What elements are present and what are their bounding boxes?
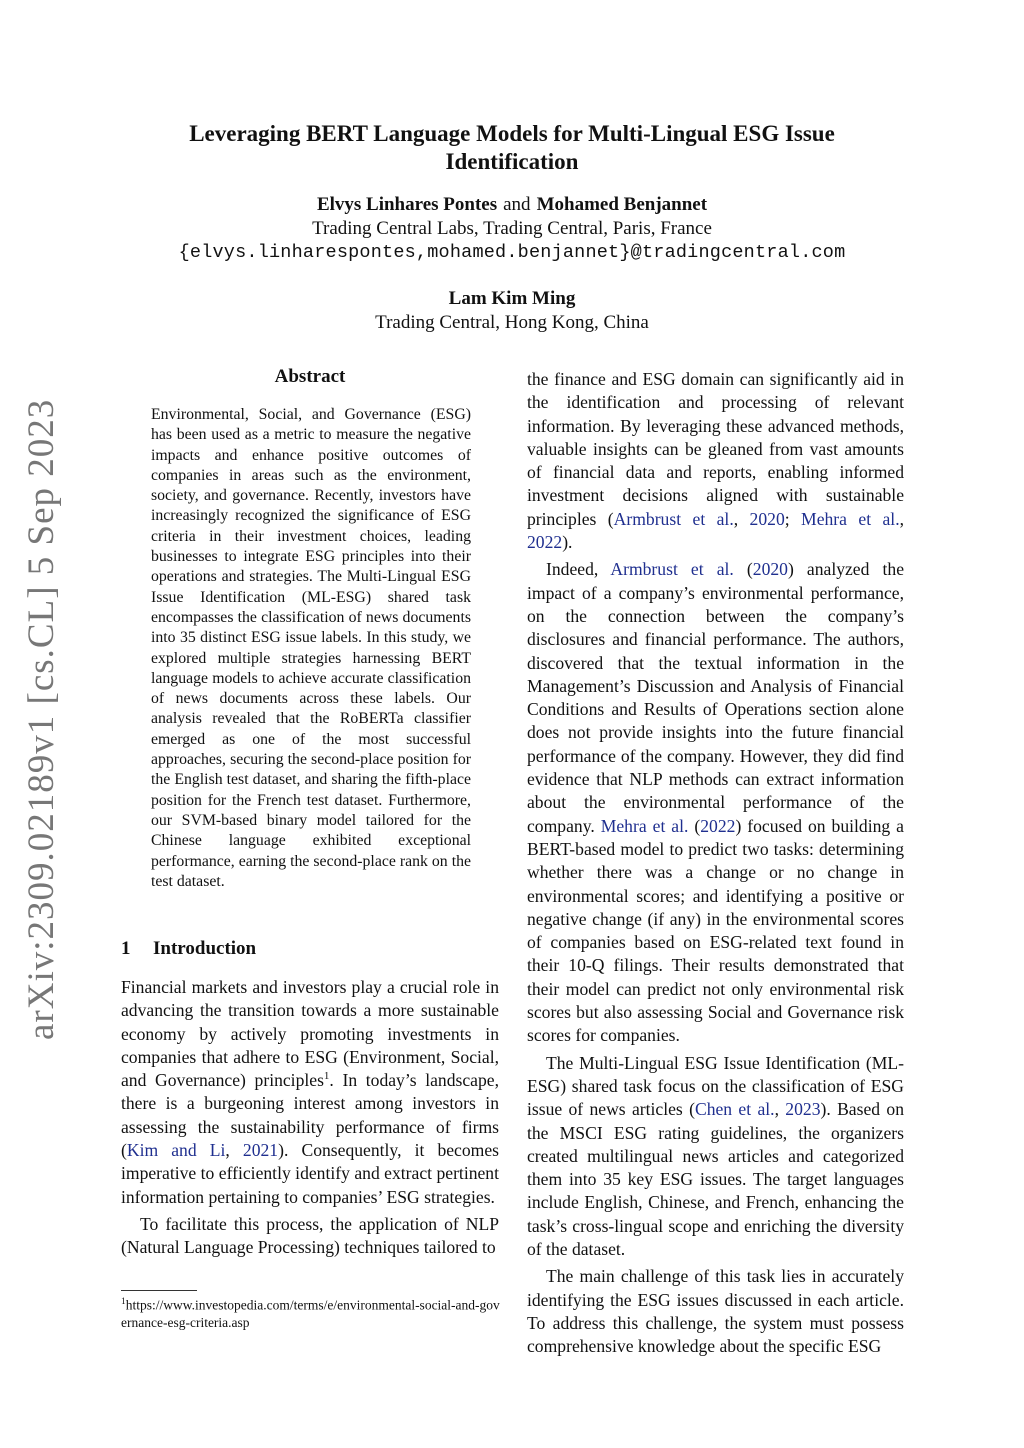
citation-year-link[interactable]: 2020: [749, 508, 785, 529]
affiliation: Trading Central, Hong Kong, China: [375, 312, 649, 333]
footnote-marker: 1: [323, 1070, 330, 1083]
author-name: Lam Kim Ming: [448, 288, 576, 309]
citation-year-link[interactable]: 2020: [752, 559, 788, 580]
author-line-2: [100, 287, 924, 335]
section-title: Introduction: [153, 938, 257, 959]
author-email: {elvys.linharespontes,mohamed.benjannet}@tradingcentral.com: [178, 242, 846, 263]
paragraph: The main challenge of this task lies in accurately identifying the ESG issues discussed in each article. To address this challenge, the system must possess comprehensive knowledge about the specific ESG: [527, 1266, 904, 1357]
citation-year-link[interactable]: 2022: [527, 532, 563, 553]
author-conjunction: and: [503, 194, 531, 215]
arxiv-identifier: arXiv:2309.02189v1 [cs.CL] 5 Sep 2023: [21, 398, 62, 1040]
footnote-divider: [121, 1290, 197, 1291]
citation-link[interactable]: Mehra et al.: [600, 815, 689, 836]
citation-year-link[interactable]: 2022: [700, 815, 736, 836]
author-line-1: [100, 193, 924, 265]
footnote-number: 1: [121, 1297, 126, 1307]
author-name: Mohamed Benjannet: [536, 194, 708, 215]
author-name: Elvys Linhares Pontes: [316, 194, 498, 215]
citation-link[interactable]: Armbrust et al.: [610, 559, 734, 580]
citation-year-link[interactable]: 2023: [785, 1099, 821, 1120]
paragraph: The Multi-Lingual ESG Issue Identification (ML-ESG) shared task focus on the classification of ESG issue of news articles (Chen et al., 2023). Based on the MSCI ESG rating guidelines, the organizers created multilingual news articles and categorized them into 35 key ESG issues. The target languages include English, Chinese, and French, enhancing the task’s cross-lingual scope and enriching the diversity of the dataset.: [527, 1052, 904, 1259]
footnote-url[interactable]: https://www.investopedia.com/terms/e/environmental-social-and-governance-esg-criteria.asp: [121, 1297, 500, 1330]
citation-link[interactable]: Chen et al.: [694, 1099, 775, 1120]
paper-title: Leveraging BERT Language Models for Multi-Lingual ESG Issue Identification: [189, 121, 835, 174]
section-heading: [121, 938, 256, 960]
citation-link[interactable]: Kim and Li: [126, 1140, 226, 1161]
left-column-body: [121, 976, 499, 1260]
footnote: [121, 1294, 501, 1332]
citation-link[interactable]: Armbrust et al.: [613, 508, 734, 529]
affiliation: Trading Central Labs, Trading Central, Paris, France: [312, 218, 712, 239]
paragraph: Indeed, Armbrust et al. (2020) analyzed the impact of a company’s environmental performance, on the connection between the company’s disclosures and financial performance. The authors, discovered that the textual information in the Management’s Discussion and Analysis of Financial Conditions and Results of Operations section alone does not provide insights into the future financial performance of the company. However, they did find evidence that NLP methods can extract information about the environmental performance of the company. Mehra et al. (2022) focused on building a BERT-based model to predict two tasks: determining whether there was a change or no change in environmental scores; and identifying a positive or negative change (if any) in the environmental scores of companies based on ESG-related text found in their 10-Q filings. Their results demonstrated that their model can predict not only environmental risk scores but also assessing Social and Governance risk scores for companies.: [527, 559, 904, 1046]
abstract-heading: Abstract: [274, 366, 346, 387]
right-column-body: [527, 368, 904, 1358]
paragraph: To facilitate this process, the application of NLP (Natural Language Processing) techniques tailored to: [121, 1213, 499, 1258]
abstract-text: Environmental, Social, and Governance (ESG) has been used as a metric to measure the negative impacts and enhance positive outcomes of companies in areas such as the environment, society, and governance. Recently, investors have increasingly recognized the significance of ESG criteria in their investment choices, leading businesses to integrate ESG principles into their operations and strategies. The Multi-Lingual ESG Issue Identification (ML-ESG) shared task encompasses the classification of news documents into 35 distinct ESG issue labels. In this study, we explored multiple strategies harnessing BERT language models to achieve accurate classification of news documents across these labels. Our analysis revealed that the RoBERTa classifier emerged as one of the most successful approaches, securing the second-place position for the English test dataset, and sharing the fifth-place position for the French test dataset. Furthermore, our SVM-based binary model tailored for the Chinese language exhibited exceptional performance, earning the second-place rank on the test dataset.: [151, 406, 471, 890]
citation-link[interactable]: Mehra et al.: [801, 508, 900, 529]
citation-year-link[interactable]: 2021: [242, 1140, 279, 1161]
paragraph: Financial markets and investors play a crucial role in advancing the transition towards a more sustainable economy by actively promoting investments in companies that adhere to ESG (Environment, Social, and Governance) principles$^1$. In today’s landscape, there is a burgeoning interest among investors in assessing the sustainability performance of firms (Kim and Li, 2021). Consequently, it becomes imperative to efficiently identify and extract pertinent information pertaining to companies’ ESG strategies.: [121, 977, 500, 1207]
paragraph-continuation: the finance and ESG domain can significantly aid in the identification and processing of relevant information. By leveraging these advanced methods, valuable insights can be gleaned from vast amounts of financial data and reports, enabling informed investment decisions aligned with sustainable principles (Armbrust et al., 2020; Mehra et al., 2022).: [527, 369, 904, 553]
section-number: 1: [121, 938, 131, 959]
